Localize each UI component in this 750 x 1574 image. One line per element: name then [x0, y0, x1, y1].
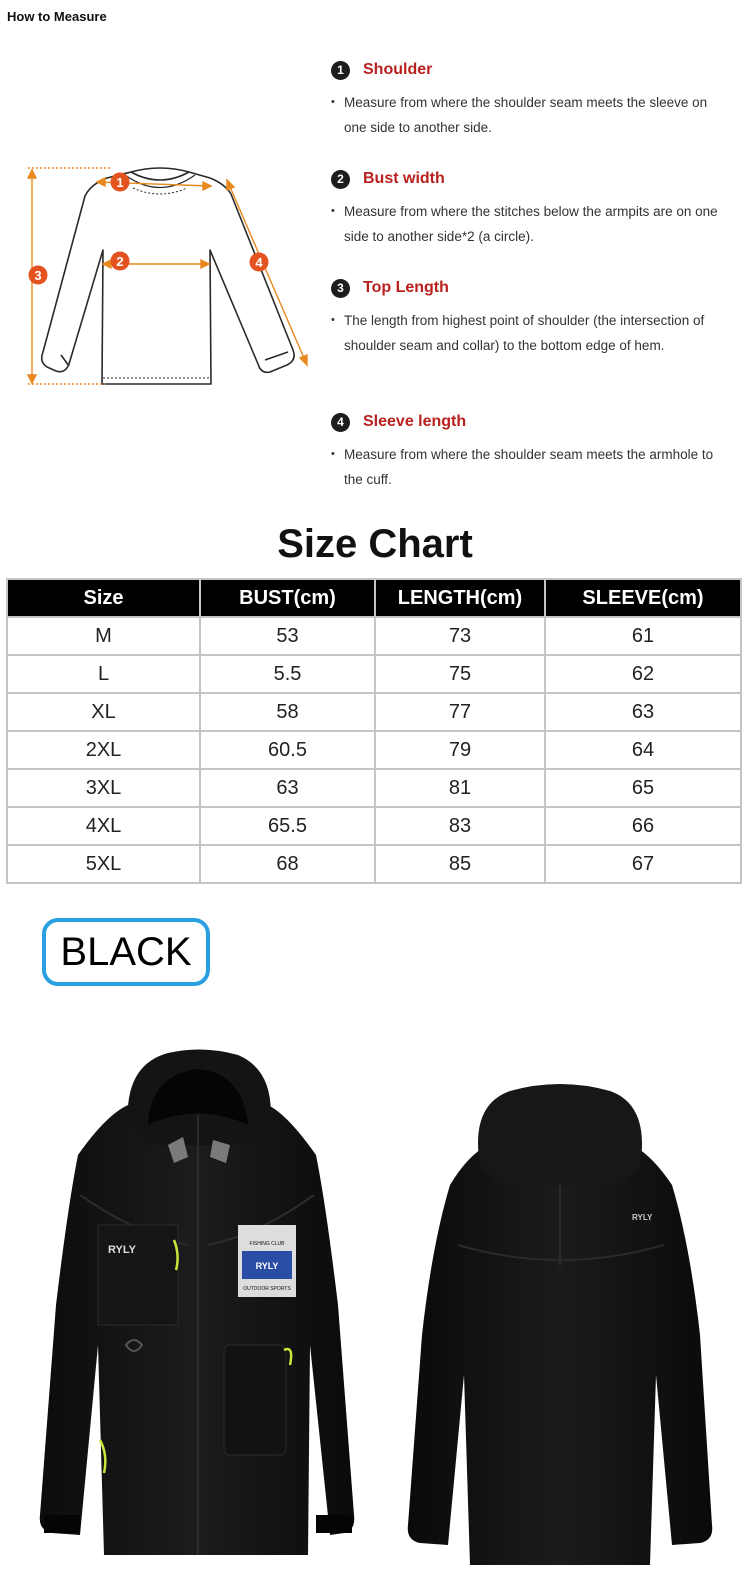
back-brand-logo: RYLY	[632, 1213, 653, 1222]
patch-brand-text: RYLY	[255, 1261, 279, 1271]
cell-sleeve: 63	[545, 693, 741, 731]
cell-bust: 63	[200, 769, 375, 807]
table-row	[7, 845, 741, 883]
diagram-label-3: 3	[34, 268, 42, 283]
patch-top-text: FISHING CLUB	[249, 1241, 285, 1247]
cell-size: M	[7, 617, 200, 655]
shirt-measure-diagram	[25, 160, 310, 395]
cell-size: 4XL	[7, 807, 200, 845]
cell-bust: 68	[200, 845, 375, 883]
header-sleeve: SLEEVE(cm)	[545, 579, 741, 617]
header-length: LENGTH(cm)	[375, 579, 545, 617]
cell-size: 5XL	[7, 845, 200, 883]
section-description: • Measure from where the shoulder seam meets the sleeve on one side to another side.	[331, 90, 721, 140]
cell-size: 3XL	[7, 769, 200, 807]
cell-bust: 60.5	[200, 731, 375, 769]
cell-size: L	[7, 655, 200, 693]
jacket-front-image	[38, 1045, 358, 1565]
cell-sleeve: 65	[545, 769, 741, 807]
cell-sleeve: 64	[545, 731, 741, 769]
cell-sleeve: 67	[545, 845, 741, 883]
section-description: • Measure from where the shoulder seam meets the armhole to the cuff.	[331, 442, 721, 492]
measure-section-sleeve	[331, 410, 721, 492]
diagram-label-4: 4	[255, 255, 263, 270]
section-title: Top Length	[363, 279, 449, 296]
header-bust: BUST(cm)	[200, 579, 375, 617]
measure-section-bust	[331, 167, 721, 249]
table-row	[7, 769, 741, 807]
section-title: Shoulder	[363, 61, 433, 78]
cell-bust: 58	[200, 693, 375, 731]
section-description: • The length from highest point of shoulder (the intersection of shoulder seam and collar) to the bottom edge of hem.	[331, 308, 721, 358]
section-description: • Measure from where the stitches below the armpits are on one side to another side*2 (a circle).	[331, 199, 721, 249]
cell-length: 77	[375, 693, 545, 731]
cell-length: 73	[375, 617, 545, 655]
page-title: How to Measure	[7, 9, 107, 24]
cell-size: XL	[7, 693, 200, 731]
front-brand-logo: RYLY	[108, 1244, 136, 1256]
cell-sleeve: 66	[545, 807, 741, 845]
cell-length: 75	[375, 655, 545, 693]
jacket-back-image	[400, 1075, 720, 1565]
number-badge: 4	[331, 413, 350, 432]
cell-bust: 5.5	[200, 655, 375, 693]
cell-length: 81	[375, 769, 545, 807]
section-title: Bust width	[363, 170, 445, 187]
cell-length: 83	[375, 807, 545, 845]
table-row	[7, 807, 741, 845]
number-badge: 3	[331, 279, 350, 298]
table-row	[7, 731, 741, 769]
section-title: Sleeve length	[363, 413, 467, 430]
table-header-row	[7, 579, 741, 617]
table-row	[7, 655, 741, 693]
cell-sleeve: 61	[545, 617, 741, 655]
diagram-label-2: 2	[116, 254, 124, 269]
number-badge: 1	[331, 61, 350, 80]
patch-bottom-text: OUTDOOR SPORTS	[243, 1286, 291, 1292]
cell-bust: 53	[200, 617, 375, 655]
measure-section-shoulder	[331, 58, 721, 140]
size-chart-table	[6, 578, 742, 884]
table-row	[7, 693, 741, 731]
cell-length: 79	[375, 731, 545, 769]
cell-sleeve: 62	[545, 655, 741, 693]
number-badge: 2	[331, 170, 350, 189]
diagram-label-1: 1	[116, 175, 124, 190]
cell-length: 85	[375, 845, 545, 883]
color-label: BLACK	[42, 918, 210, 986]
cell-size: 2XL	[7, 731, 200, 769]
cell-bust: 65.5	[200, 807, 375, 845]
measure-section-top-length	[331, 276, 721, 358]
header-size: Size	[7, 579, 200, 617]
table-row	[7, 617, 741, 655]
size-chart-title: Size Chart	[277, 522, 473, 566]
